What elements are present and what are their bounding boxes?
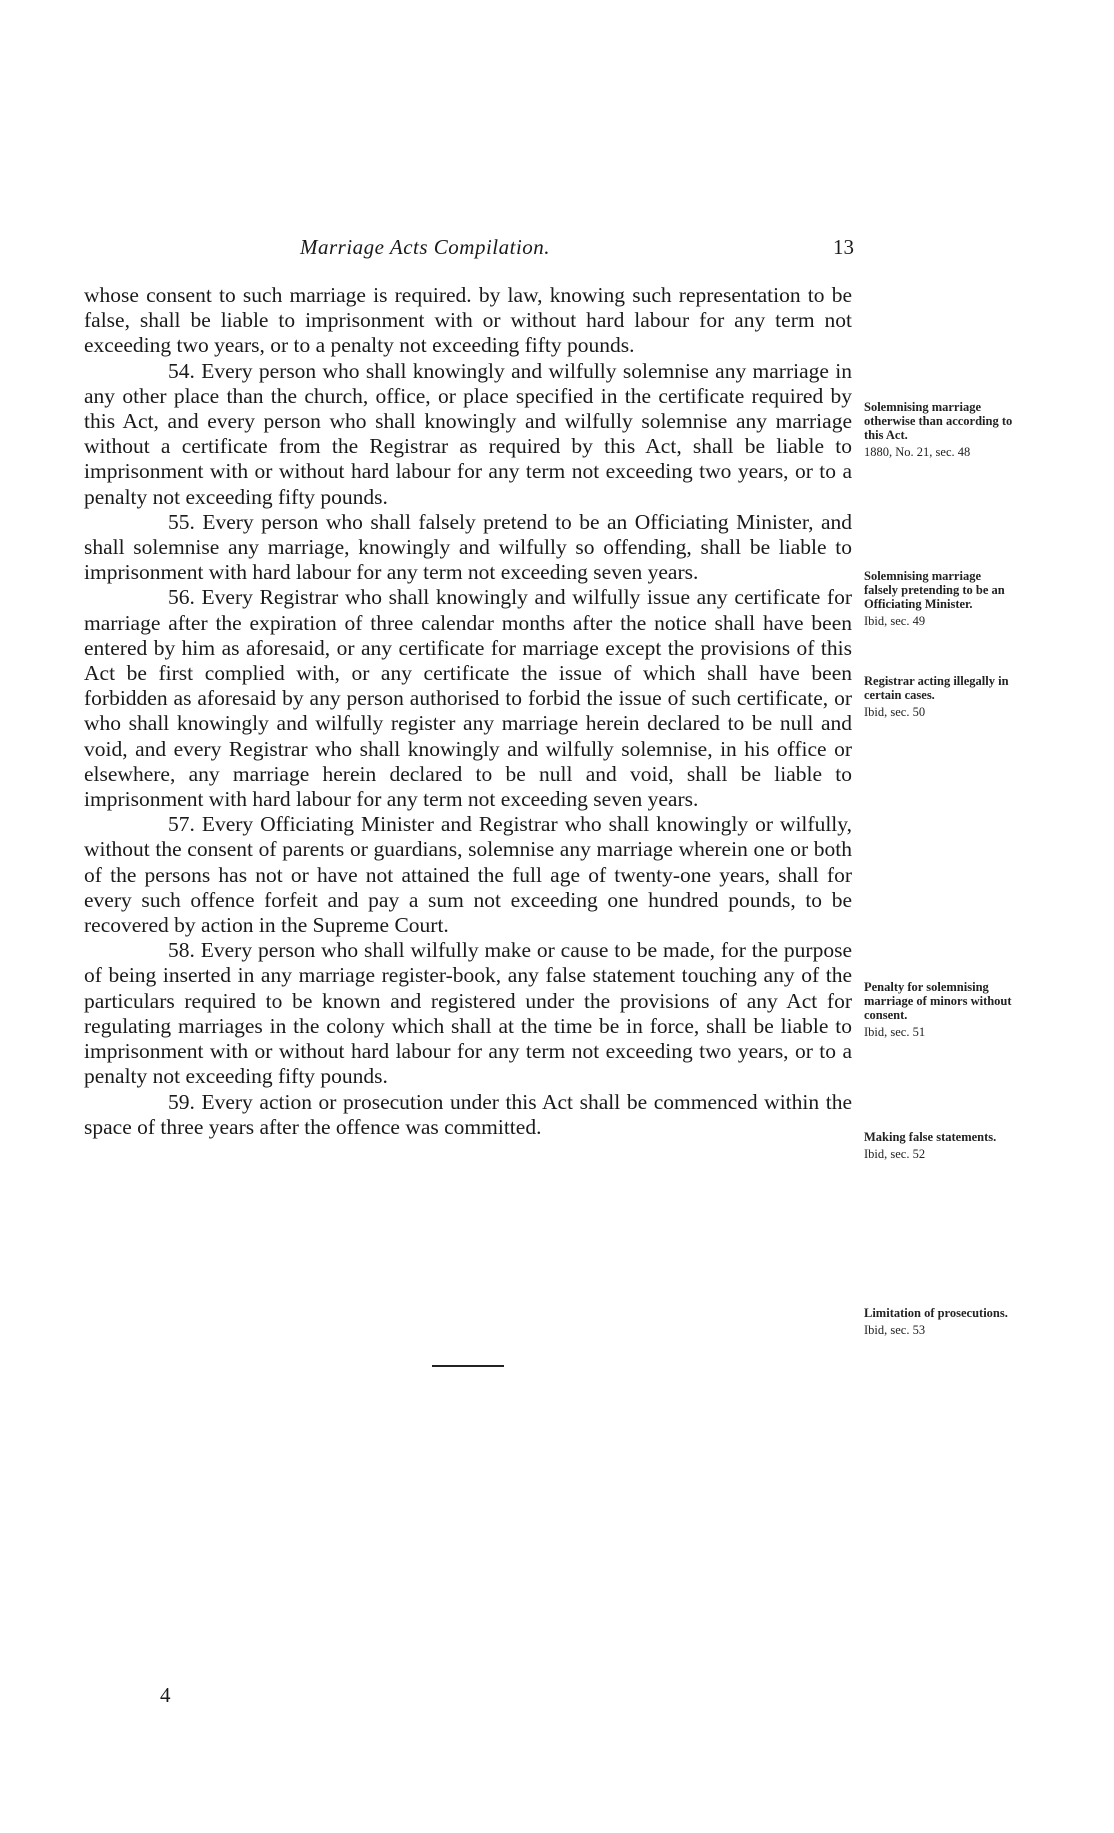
marginal-note-citation: Ibid, sec. 52 xyxy=(864,1147,926,1161)
marginal-note-label: Penalty for solemnising marriage of minors without consent. xyxy=(864,980,1012,1022)
section-54: 54. Every person who shall knowingly and wilfully solemnise any marriage in any other place than the church, office, or place specified in the certificate required by this Act, and every person who shall knowingly and wilfully solemnise any marriage without a certificate from the Registrar as required by this Act, shall be liable to imprisonment with or without hard labour for any term not exceeding two years, or to a penalty not exceeding fifty pounds. xyxy=(84,358,852,509)
marginal-note-label: Solemnising marriage falsely pretending to be an Officiating Minister. xyxy=(864,569,1005,611)
marginal-note-citation: Ibid, sec. 49 xyxy=(864,614,926,628)
marginal-note-label: Limitation of prosecutions. xyxy=(864,1306,1008,1320)
running-header xyxy=(0,235,1114,265)
paragraph-continued: whose consent to such marriage is required. by law, knowing such representation to be false, shall be liable to imprisonment with or without hard labour for any term not exceeding two years, or to a penalty not exceeding fifty pounds. xyxy=(84,283,852,358)
section-57: 57. Every Officiating Minister and Registrar who shall knowingly or wilfully, without the consent of parents or guardians, solemnise any marriage wherein one or both of the persons has not or have not attained the full age of twenty-one years, shall for every such offence forfeit and pay a sum not exceeding one hundred pounds, to be recovered by action in the Supreme Court. xyxy=(84,812,852,938)
marginal-note-label: Registrar acting illegally in certain cases. xyxy=(864,674,1009,702)
marginal-note-citation: Ibid, sec. 51 xyxy=(864,1025,926,1039)
section-56: 56. Every Registrar who shall knowingly and wilfully issue any certificate for marriage after the expiration of three calendar months after the notice shall have been entered by him as aforesaid, or any certificate for marriage except the provisions of this Act be first complied with, or any certificate the issue of which shall have been forbidden as aforesaid by any person authorised to forbid the issue of such certificate, or who shall knowingly and wilfully register any marriage herein declared to be null and void, and every Registrar who shall knowingly and wilfully solemnise, in his office or elsewhere, any marriage herein declared to be null and void, shall be liable to imprisonment with hard labour for any term not exceeding seven years. xyxy=(84,585,852,812)
end-rule-divider xyxy=(432,1365,504,1367)
marginal-note-citation: 1880, No. 21, sec. 48 xyxy=(864,445,971,459)
running-title: Marriage Acts Compilation. xyxy=(300,235,551,259)
marginal-note-57 xyxy=(864,980,1014,1039)
marginal-note-54 xyxy=(864,400,1014,459)
marginal-note-label: Making false statements. xyxy=(864,1130,997,1144)
folio-signature: 4 xyxy=(160,1683,171,1707)
body-text xyxy=(84,283,852,1140)
section-59: 59. Every action or prosecution under this Act shall be commenced within the space of three years after the offence was committed. xyxy=(84,1089,852,1139)
marginal-note-citation: Ibid, sec. 53 xyxy=(864,1323,926,1337)
section-58: 58. Every person who shall wilfully make or cause to be made, for the purpose of being inserted in any marriage register-book, any false statement touching any of the particulars required to be known and registered under the provisions of any Act for regulating marriages in the colony which shall at the time be in force, shall be liable to imprisonment with or without hard labour for any term not exceeding two years, or to a penalty not exceeding fifty pounds. xyxy=(84,938,852,1089)
marginal-note-58 xyxy=(864,1130,1014,1161)
marginal-note-citation: Ibid, sec. 50 xyxy=(864,705,926,719)
marginal-note-55 xyxy=(864,569,1014,628)
marginal-note-59 xyxy=(864,1306,1014,1337)
section-55: 55. Every person who shall falsely pretend to be an Officiating Minister, and shall solemnise any marriage, knowingly and wilfully so offending, shall be liable to imprisonment with hard labour for any term not exceeding seven years. xyxy=(84,509,852,585)
marginal-note-label: Solemnising marriage otherwise than according to this Act. xyxy=(864,400,1013,442)
marginal-note-56 xyxy=(864,674,1014,719)
page-number: 13 xyxy=(833,235,854,259)
